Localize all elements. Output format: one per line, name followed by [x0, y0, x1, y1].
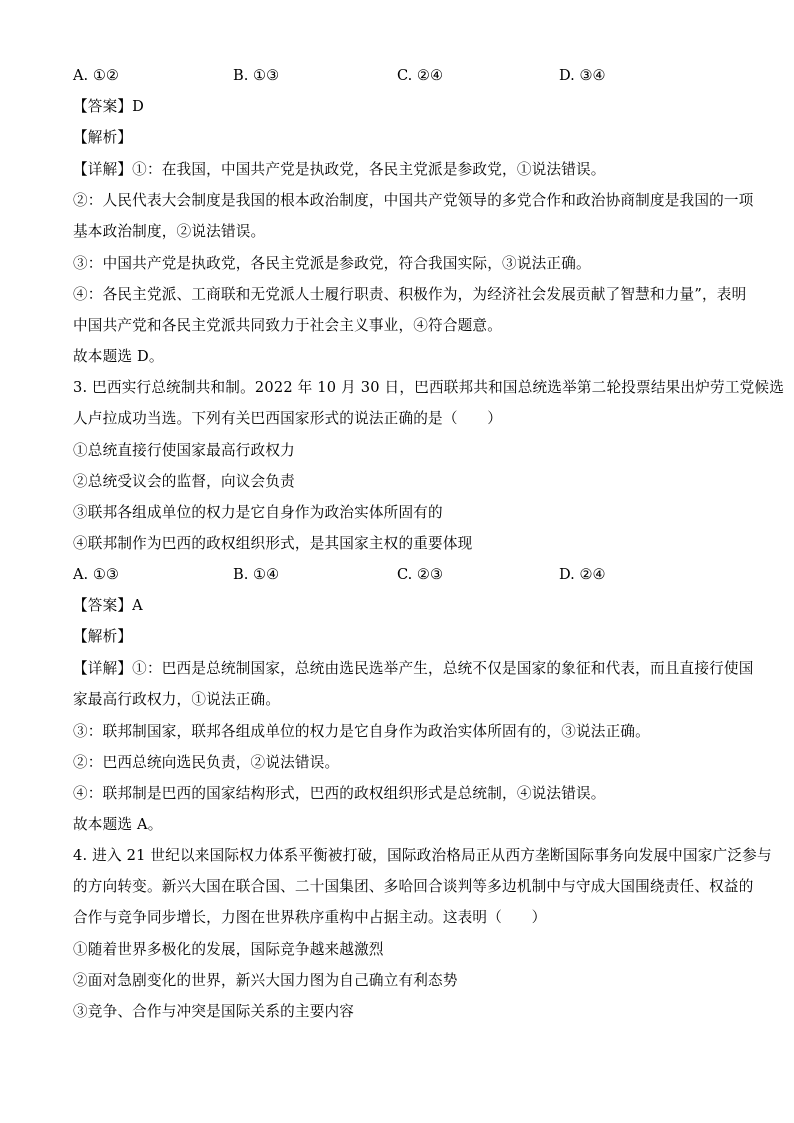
q3-stem-line: 3. 巴西实行总统制共和制。2022 年 10 月 30 日，巴西联邦共和国总统选举第二轮投票结果出炉劳工党候选: [73, 379, 784, 396]
q2-option-b: B. ①③: [233, 67, 280, 84]
q2-detail-line: ④：各民主党派、工商联和无党派人士履行职责、积极作为，为经济社会发展贡献了智慧和力量”，表明: [73, 286, 747, 303]
q3-detail-line: 家最高行政权力，①说法正确。: [73, 691, 281, 708]
q3-analysis-label: 【解析】: [73, 628, 133, 645]
q2-option-d: D. ③④: [559, 67, 606, 84]
q3-option-b: B. ①④: [233, 566, 280, 583]
q2-detail-line: 【详解】①：在我国，中国共产党是执政党，各民主党派是参政党，①说法错误。: [73, 161, 606, 178]
q4-statement: ③竞争、合作与冲突是国际关系的主要内容: [73, 1003, 355, 1020]
q2-answer: 【答案】D: [73, 98, 145, 115]
q3-answer: 【答案】A: [73, 597, 143, 614]
q2-conclusion: 故本题选 D。: [73, 348, 164, 365]
q3-detail-line: 【详解】①：巴西是总统制国家，总统由选民选举产生，总统不仅是国家的象征和代表，而且直接行使国: [73, 660, 754, 677]
q2-analysis-label: 【解析】: [73, 129, 133, 146]
q4-stem-line: 的方向转变。新兴大国在联合国、二十国集团、多哈回合谈判等多边机制中与守成大国围绕责任、权益的: [73, 878, 754, 895]
q4-stem-line: 4. 进入 21 世纪以来国际权力体系平衡被打破，国际政治格局正从西方垄断国际事务向发展中国家广泛参与: [73, 847, 772, 864]
q3-option-a: A. ①③: [73, 566, 119, 583]
q3-detail-line: ③：联邦制国家，联邦各组成单位的权力是它自身作为政治实体所固有的，③说法正确。: [73, 723, 650, 740]
q3-stem-line: 人卢拉成功当选。下列有关巴西国家形式的说法正确的是（ ）: [73, 410, 503, 427]
q2-detail-line: 基本政治制度，②说法错误。: [73, 223, 266, 240]
q3-statement: ④联邦制作为巴西的政权组织形式，是其国家主权的重要体现: [73, 535, 473, 552]
q4-statement: ①随着世界多极化的发展，国际竞争越来越激烈: [73, 941, 384, 958]
q3-option-c: C. ②③: [397, 566, 444, 583]
q3-statement: ①总统直接行使国家最高行政权力: [73, 442, 295, 459]
q2-detail-line: ②：人民代表大会制度是我国的根本政治制度，中国共产党领导的多党合作和政治协商制度是我国的一项: [73, 192, 754, 209]
q2-option-c: C. ②④: [397, 67, 444, 84]
q2-options: [73, 66, 723, 86]
q4-stem-line: 合作与竞争同步增长，力图在世界秩序重构中占据主动。这表明（ ）: [73, 909, 547, 926]
q3-detail-line: ④：联邦制是巴西的国家结构形式，巴西的政权组织形式是总统制，④说法错误。: [73, 785, 606, 802]
q3-detail-line: ②：巴西总统向选民负责，②说法错误。: [73, 754, 340, 771]
q4-statement: ②面对急剧变化的世界，新兴大国力图为自己确立有利态势: [73, 972, 458, 989]
q2-detail-line: 中国共产党和各民主党派共同致力于社会主义事业，④符合题意。: [73, 317, 503, 334]
q3-options: [73, 565, 723, 585]
q3-option-d: D. ②④: [559, 566, 606, 583]
q2-option-a: A. ①②: [73, 67, 119, 84]
q3-statement: ②总统受议会的监督，向议会负责: [73, 473, 295, 490]
q3-statement: ③联邦各组成单位的权力是它自身作为政治实体所固有的: [73, 504, 443, 521]
q2-detail-line: ③：中国共产党是执政党，各民主党派是参政党，符合我国实际，③说法正确。: [73, 255, 591, 272]
q3-conclusion: 故本题选 A。: [73, 816, 163, 833]
